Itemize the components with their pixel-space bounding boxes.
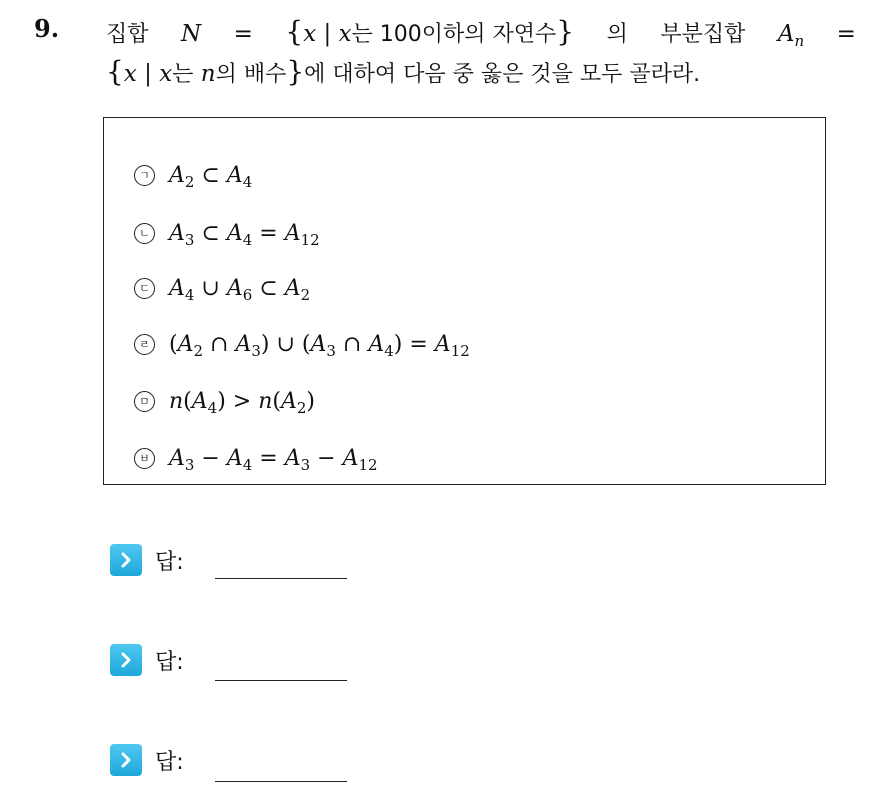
- statement-4: ㄹ ($A_2$ ∩ $A_3$) ∪ ($A_3$ ∩ $A_4) = A_{12}$: [134, 329, 470, 359]
- marker-nieun: ㄴ: [134, 223, 155, 244]
- answer-row-2: [110, 642, 184, 678]
- equals-sign-2: =: [836, 21, 856, 47]
- word-bubunjiphap: 부분집합: [660, 22, 746, 47]
- chevron-right-icon: [110, 644, 142, 676]
- answer-row-3: [110, 742, 184, 778]
- statement-6: ㅂ $A_3 - A_4 = A_3 - A_{12}$: [134, 443, 378, 473]
- equals-sign: =: [233, 21, 253, 47]
- statement-2: ㄴ $A_3$ ⊂ $A_4 = A_{12}$: [134, 218, 320, 248]
- marker-bieup: ㅂ: [134, 448, 155, 469]
- marker-mieum: ㅁ: [134, 391, 155, 412]
- word-ui: 의: [606, 22, 628, 47]
- statement-1: ㄱ $A_2$ ⊂ $A_4$: [134, 160, 252, 190]
- question-text-line-2: {x | x는 n의 배수}에 대하여 다음 중 옳은 것을 모두 골라라.: [106, 55, 701, 88]
- statement-5: ㅁ $n(A_4) > n(A_2)$: [134, 386, 315, 416]
- var-N: N: [181, 21, 202, 47]
- answer-blank-1[interactable]: [215, 578, 347, 579]
- answer-row-1: [110, 542, 184, 578]
- answer-blank-3[interactable]: [215, 781, 347, 782]
- question-number: 9.: [34, 14, 60, 43]
- chevron-right-icon: [110, 744, 142, 776]
- statements-box: [103, 117, 826, 485]
- word-jiphap: 집합: [106, 22, 149, 47]
- answer-label: 답:: [155, 549, 184, 575]
- set-definition-N: {x | x는 100이하의 자연수}: [285, 15, 575, 48]
- var-A-n: $A_n$: [777, 21, 805, 50]
- answer-label: 답:: [155, 749, 184, 775]
- chevron-right-icon: [110, 544, 142, 576]
- marker-giyeok: ㄱ: [134, 165, 155, 186]
- answer-blank-2[interactable]: [215, 680, 347, 681]
- marker-digeut: ㄷ: [134, 278, 155, 299]
- question-text-line-1: [106, 16, 856, 51]
- marker-rieul: ㄹ: [134, 334, 155, 355]
- answer-label: 답:: [155, 649, 184, 675]
- statement-3: ㄷ $A_4$ ∪ $A_6$ ⊂ $A_2$: [134, 273, 310, 303]
